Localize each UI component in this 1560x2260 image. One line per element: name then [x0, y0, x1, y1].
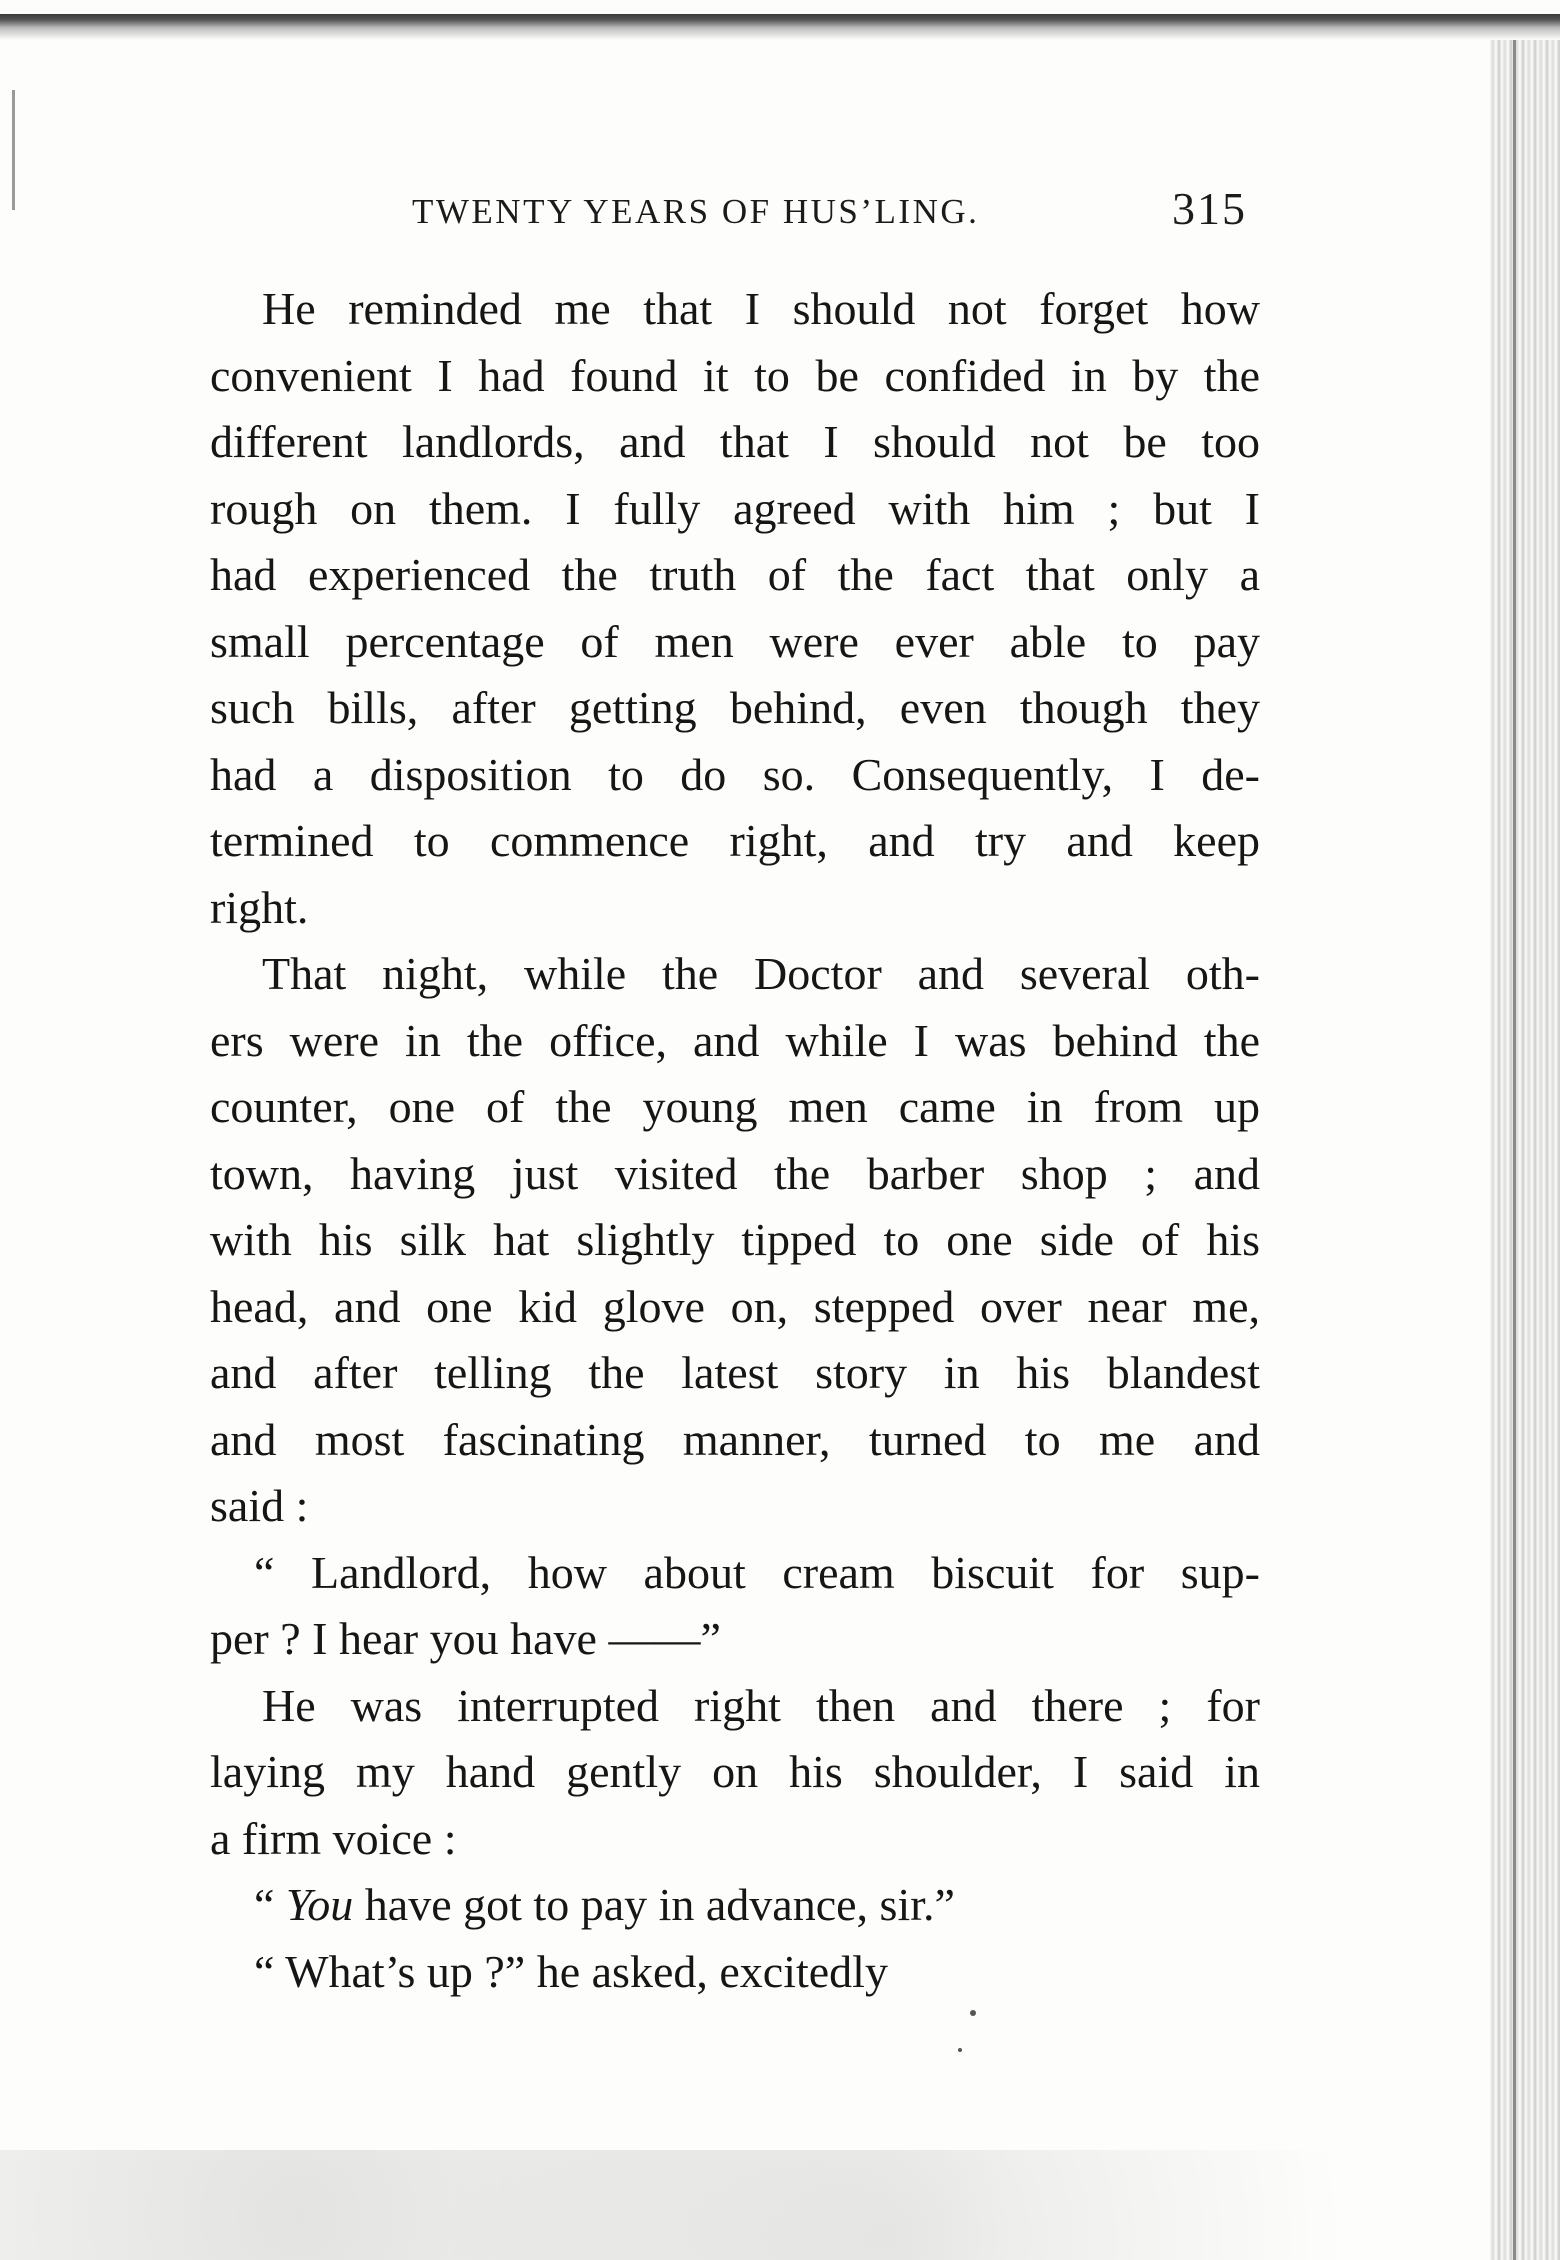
- scan-right-gutter: [1490, 40, 1560, 2260]
- text-line: had a disposition to do so. Consequently, I de-: [210, 748, 1260, 800]
- ink-speck: [970, 2010, 976, 2016]
- text-line: a firm voice :: [210, 1812, 457, 1864]
- text-line: right.: [210, 881, 309, 933]
- text-line: and after telling the latest story in his blandest: [210, 1347, 1260, 1398]
- text-line: convenient I had found it to be confided in by the: [210, 349, 1260, 401]
- text-line: That night, while the Doctor and several oth-: [262, 948, 1260, 999]
- text-line: said :: [210, 1480, 309, 1531]
- text-line: such bills, after getting behind, even though they: [210, 682, 1260, 733]
- text-line: “ Landlord, how about cream biscuit for sup-: [254, 1546, 1260, 1598]
- running-head: [400, 182, 1270, 252]
- running-title: TWENTY YEARS OF HUS’LING.: [412, 192, 980, 231]
- open-quote: “: [254, 1879, 275, 1930]
- text-line: with his silk hat slightly tipped to one side of his: [210, 1214, 1260, 1265]
- line-rest: have got to pay in advance, sir.”: [364, 1879, 955, 1930]
- text-line: counter, one of the young men came in from up: [210, 1081, 1260, 1132]
- text-line: and most fascinating manner, turned to me and: [210, 1413, 1260, 1465]
- body-text: [210, 276, 1260, 2005]
- page-number: 315: [1172, 183, 1247, 234]
- text-line: had experienced the truth of the fact that only a: [210, 549, 1260, 600]
- text-line: ers were in the office, and while I was behind the: [210, 1014, 1260, 1066]
- scan-gutter-line: [1513, 40, 1516, 2260]
- text-line: head, and one kid glove on, stepped over near me,: [210, 1280, 1260, 1332]
- text-line: He was interrupted right then and there ; for: [262, 1679, 1260, 1731]
- text-line: different landlords, and that I should not be too: [210, 416, 1260, 467]
- scan-left-mark: [12, 90, 15, 210]
- text-line: [210, 1872, 1260, 1939]
- text-line: rough on them. I fully agreed with him ; but I: [210, 482, 1260, 534]
- text-line: laying my hand gently on his shoulder, I said in: [210, 1746, 1260, 1797]
- text-line: per ? I hear you have ——”: [210, 1613, 721, 1664]
- text-line: “ What’s up ?” he asked, excitedly: [254, 1945, 888, 1997]
- scan-top-edge: [0, 14, 1560, 40]
- text-line: small percentage of men were ever able to pay: [210, 615, 1260, 667]
- scan-bottom-noise: [0, 2150, 1490, 2260]
- ink-speck: [958, 2048, 962, 2052]
- text-line: He reminded me that I should not forget how: [262, 283, 1260, 334]
- text-line: town, having just visited the barber shop ; and: [210, 1147, 1260, 1199]
- emphasized-word: You: [285, 1879, 354, 1930]
- text-line: termined to commence right, and try and keep: [210, 815, 1260, 866]
